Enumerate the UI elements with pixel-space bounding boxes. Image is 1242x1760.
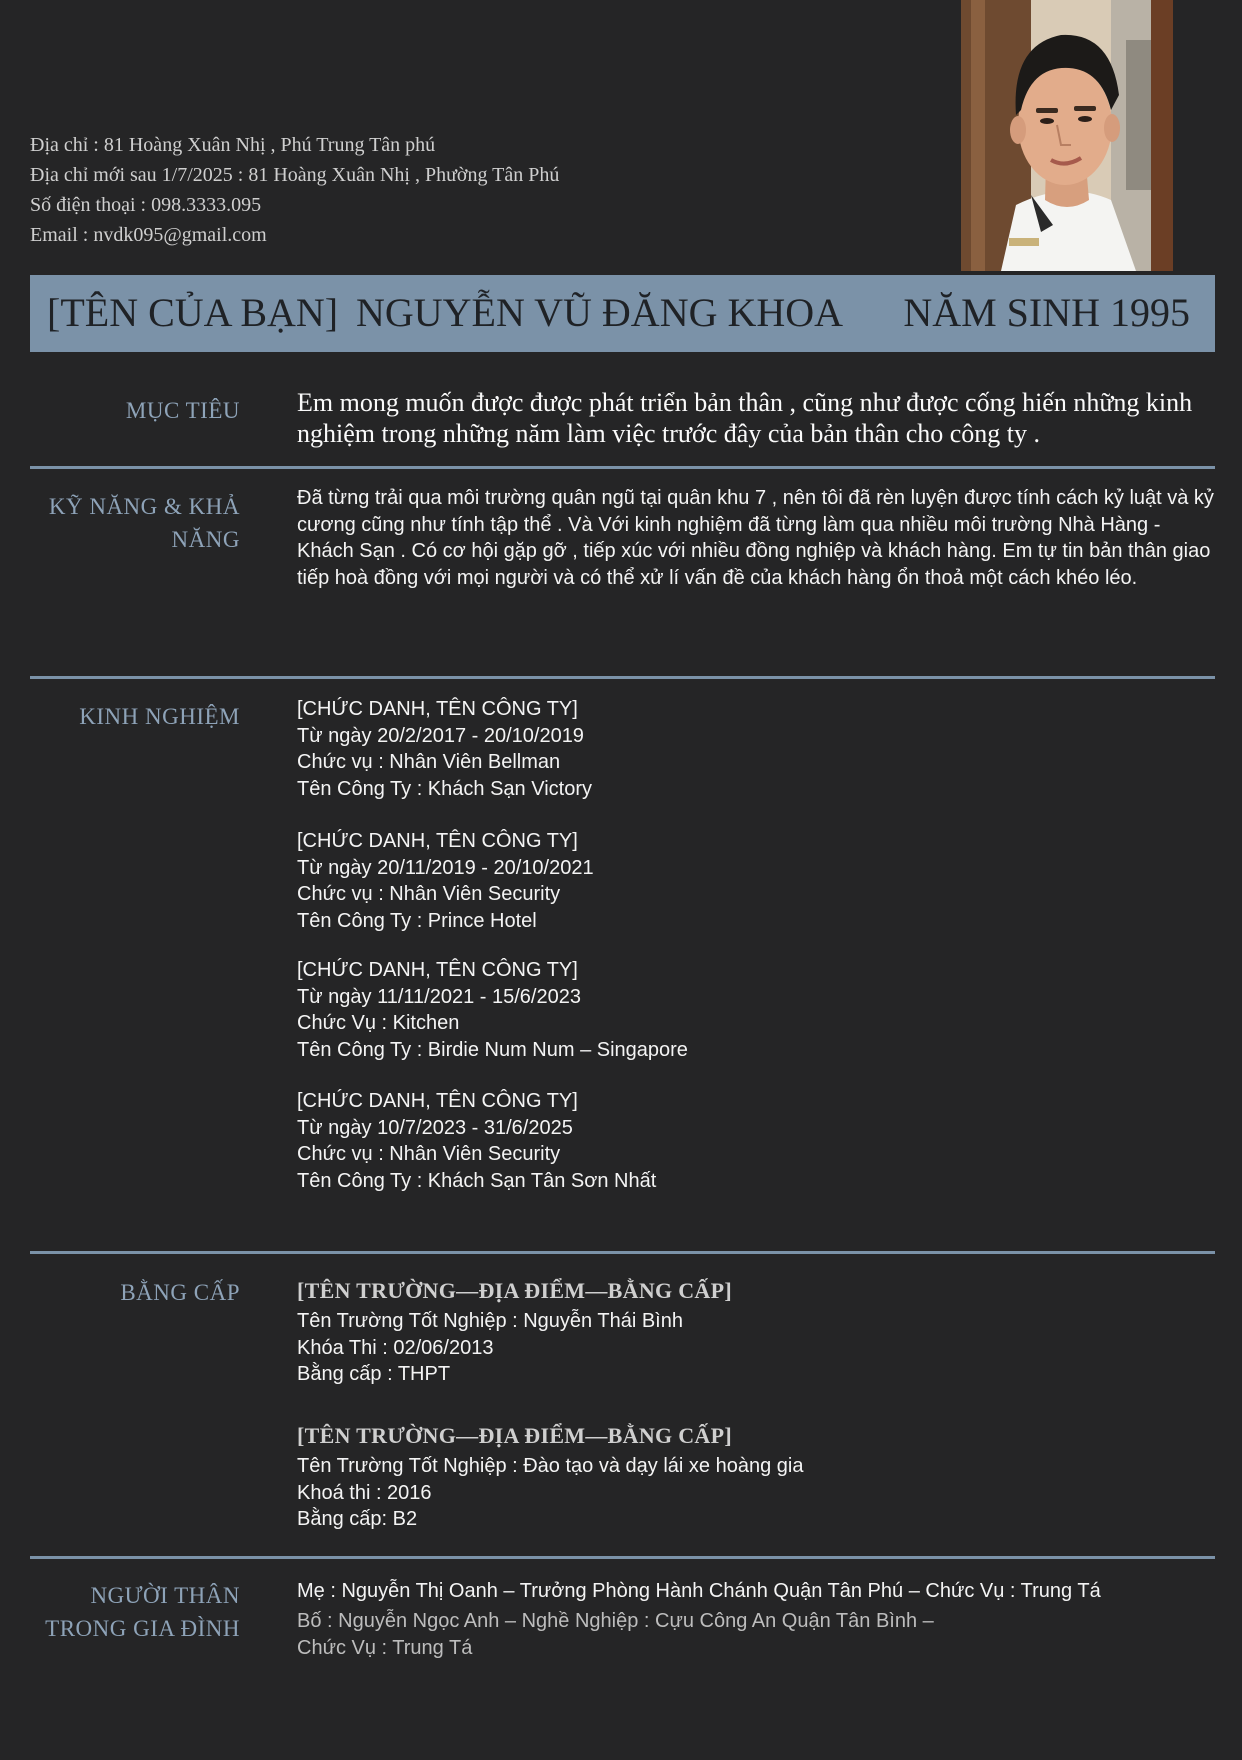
job-heading: [CHỨC DANH, TÊN CÔNG TY] [297, 698, 578, 720]
list-item [297, 1274, 1215, 1419]
job-dates: Từ ngày 10/7/2023 - 31/6/2025 [297, 1116, 573, 1139]
education-heading: [TÊN TRƯỜNG—ĐỊA ĐIỂM—BẰNG CẤP] [297, 1423, 732, 1448]
job-position: Chức vụ : Nhân Viên Security [297, 1143, 561, 1165]
job-heading: [CHỨC DANH, TÊN CÔNG TY] [297, 1090, 578, 1112]
father-text-line2: Chức Vụ : Trung Tá [297, 1636, 473, 1659]
education-label: BẰNG CẤP [120, 1280, 240, 1305]
education-heading: [TÊN TRƯỜNG—ĐỊA ĐIỂM—BẰNG CẤP] [297, 1278, 732, 1303]
objective-label: MỤC TIÊU [125, 398, 240, 423]
job-heading: [CHỨC DANH, TÊN CÔNG TY] [297, 830, 578, 852]
exam-date: Khóa Thi : 02/06/2013 [297, 1336, 494, 1359]
education-list [297, 1274, 1215, 1533]
job-position: Chức vụ : Nhân Viên Security [297, 883, 561, 905]
job-dates: Từ ngày 20/11/2019 - 20/10/2021 [297, 856, 594, 879]
full-name: NGUYỄN VŨ ĐĂNG KHOA [356, 290, 844, 335]
objective-text: Em mong muốn được được phát triển bản thân , cũng như được cống hiến những kinh nghiệm trong những năm làm việc trước đây của bản thân cho công ty . [297, 388, 1193, 448]
list-item [297, 1088, 1215, 1194]
section-divider [30, 676, 1215, 679]
degree: Bằng cấp: B2 [297, 1508, 418, 1530]
father-text-line1: Bố : Nguyễn Ngọc Anh – Nghề Nghiệp : Cựu Công An Quận Tân Bình – [297, 1610, 934, 1632]
name-placeholder: [TÊN CỦA BẠN] [47, 290, 339, 335]
profile-photo [961, 0, 1173, 271]
address-text: Địa chỉ : 81 Hoàng Xuân Nhị , Phú Trung Tân phú [30, 134, 436, 156]
school-name: Tên Trường Tốt Nghiệp : Đào tạo và dạy lái xe hoàng gia [297, 1455, 804, 1477]
skills-text: Đã từng trải qua môi trường quân ngũ tại quân khu 7 , nên tôi đã rèn luyện được tính cách kỷ luật và kỷ cương cũng như tính tập thể . Và Với kinh nghiệm đã từng làm qua nhiều môi trường Nhà Hàng - Khách Sạn . Có cơ hội gặp gỡ , tiếp xúc với nhiều đồng nghiệp và khách hàng. Em tự tin bản thân giao tiếp hoà đồng với mọi người và có thể xử lí vấn đề của khách hàng ổn thoả một cách khéo léo. [297, 487, 1214, 589]
job-heading: [CHỨC DANH, TÊN CÔNG TY] [297, 959, 578, 981]
job-position: Chức vụ : Nhân Viên Bellman [297, 751, 561, 773]
family-label [20, 1579, 240, 1645]
section-divider [30, 1556, 1215, 1559]
section-divider [30, 466, 1215, 469]
list-item [297, 828, 1215, 957]
job-company: Tên Công Ty : Prince Hotel [297, 909, 537, 932]
exam-date: Khoá thi : 2016 [297, 1481, 432, 1504]
name-bar [30, 275, 1215, 352]
phone-text: Số điện thoại : 098.3333.095 [30, 194, 262, 216]
birth-year: NĂM SINH 1995 [903, 290, 1190, 335]
job-company: Tên Công Ty : Khách Sạn Victory [297, 777, 592, 800]
skills-label: KỸ NĂNG & KHẢ NĂNG [48, 494, 240, 552]
list-item [297, 1419, 1215, 1533]
new-address-text: Địa chỉ mới sau 1/7/2025 : 81 Hoàng Xuân Nhị , Phường Tân Phú [30, 164, 560, 186]
mother-text: Mẹ : Nguyễn Thị Oanh – Trưởng Phòng Hành Chánh Quận Tân Phú – Chức Vụ : Trung Tá [297, 1580, 1101, 1602]
list-item [297, 696, 1215, 828]
section-divider [30, 1251, 1215, 1254]
email-text: Email : nvdk095@gmail.com [30, 224, 267, 246]
family-label-line2: TRONG GIA ĐÌNH [45, 1616, 240, 1641]
experience-list [297, 696, 1215, 1194]
experience-label: KINH NGHIỆM [79, 704, 240, 729]
job-position: Chức Vụ : Kitchen [297, 1012, 460, 1034]
job-dates: Từ ngày 11/11/2021 - 15/6/2023 [297, 985, 581, 1008]
job-company: Tên Công Ty : Birdie Num Num – Singapore [297, 1038, 688, 1061]
school-name: Tên Trường Tốt Nghiệp : Nguyễn Thái Bình [297, 1310, 683, 1332]
family-label-line1: NGƯỜI THÂN [90, 1583, 240, 1608]
degree: Bằng cấp : THPT [297, 1363, 451, 1385]
family-list [297, 1575, 1215, 1661]
job-dates: Từ ngày 20/2/2017 - 20/10/2019 [297, 724, 584, 747]
job-company: Tên Công Ty : Khách Sạn Tân Sơn Nhất [297, 1169, 657, 1192]
list-item [297, 957, 1215, 1088]
contact-info [30, 130, 559, 250]
